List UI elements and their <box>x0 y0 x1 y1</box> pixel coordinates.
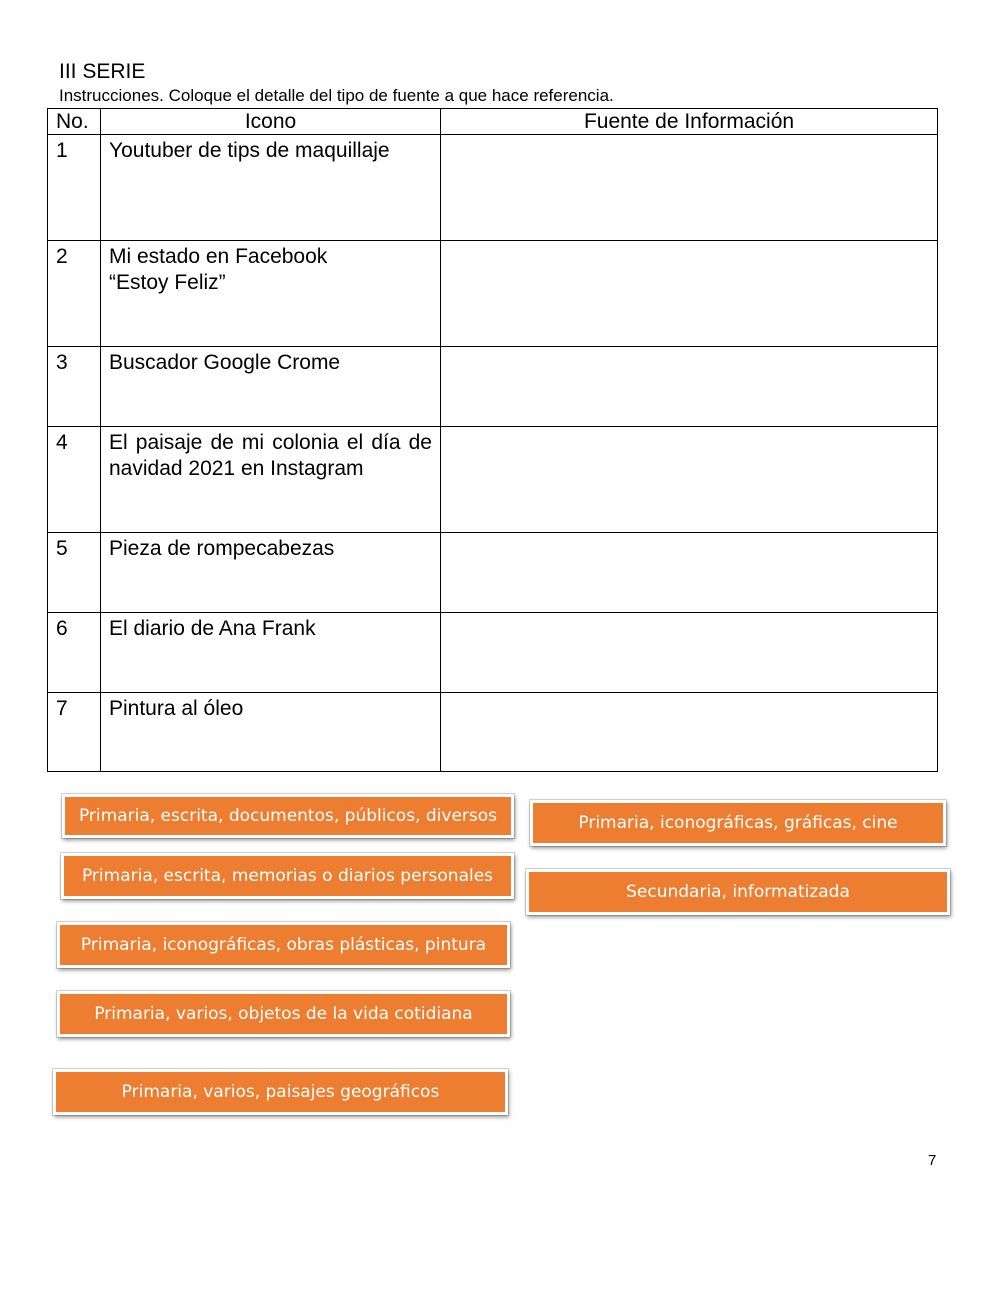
row-number: 1 <box>48 135 101 241</box>
icon-text-line: “Estoy Feliz” <box>109 271 226 294</box>
worksheet-table <box>47 108 938 772</box>
row-icon-text <box>101 693 441 772</box>
instructions: Instrucciones. Coloque el detalle del tipo de fuente a que hace referencia. <box>59 86 614 105</box>
answer-card-documentos[interactable]: Primaria, escrita, documentos, públicos, diversos <box>62 794 514 838</box>
answer-card-cine[interactable]: Primaria, iconográficas, gráficas, cine <box>530 800 946 846</box>
row-number: 3 <box>48 347 101 427</box>
table-row <box>48 533 938 613</box>
page-title: III SERIE <box>59 60 146 83</box>
table-row <box>48 613 938 693</box>
answer-card-pintura[interactable]: Primaria, iconográficas, obras plásticas, pintura <box>57 922 510 968</box>
icon-text-line: El diario de Ana Frank <box>109 617 316 640</box>
answer-card-paisajes[interactable]: Primaria, varios, paisajes geográficos <box>53 1069 508 1115</box>
row-icon-text <box>101 613 441 693</box>
row-number: 7 <box>48 693 101 772</box>
page-number: 7 <box>928 1152 937 1169</box>
answer-drop-zone[interactable] <box>441 135 938 241</box>
table-row <box>48 135 938 241</box>
icon-text-line: Mi estado en Facebook <box>109 245 328 268</box>
answer-card-objetos[interactable]: Primaria, varios, objetos de la vida cotidiana <box>57 991 510 1037</box>
column-header-fuente: Fuente de Información <box>441 109 938 135</box>
table-row <box>48 347 938 427</box>
row-number: 4 <box>48 427 101 533</box>
row-number: 2 <box>48 241 101 347</box>
answer-drop-zone[interactable] <box>441 693 938 772</box>
icon-text-line: Buscador Google Crome <box>109 351 341 374</box>
row-icon-text <box>101 241 441 347</box>
answer-drop-zone[interactable] <box>441 427 938 533</box>
icon-text-line: Pintura al óleo <box>109 697 244 720</box>
answer-drop-zone[interactable] <box>441 533 938 613</box>
table-header-row <box>48 109 938 135</box>
answer-drop-zone[interactable] <box>441 241 938 347</box>
row-number: 6 <box>48 613 101 693</box>
answer-drop-zone[interactable] <box>441 347 938 427</box>
row-icon-text <box>101 427 441 533</box>
row-icon-text <box>101 533 441 613</box>
column-header-icono: Icono <box>101 109 441 135</box>
row-icon-text <box>101 135 441 241</box>
row-number: 5 <box>48 533 101 613</box>
answer-drop-zone[interactable] <box>441 613 938 693</box>
row-icon-text <box>101 347 441 427</box>
icon-text-line: El paisaje de mi colonia el día de navidad 2021 en Instagram <box>109 431 432 480</box>
answer-card-informatizada[interactable]: Secundaria, informatizada <box>526 869 950 915</box>
answer-card-diarios[interactable]: Primaria, escrita, memorias o diarios personales <box>61 853 514 899</box>
table-row <box>48 693 938 772</box>
icon-text-line: Youtuber de tips de maquillaje <box>109 139 390 162</box>
column-header-no: No. <box>48 109 101 135</box>
icon-text-line: Pieza de rompecabezas <box>109 537 335 560</box>
table-row <box>48 427 938 533</box>
table-row <box>48 241 938 347</box>
